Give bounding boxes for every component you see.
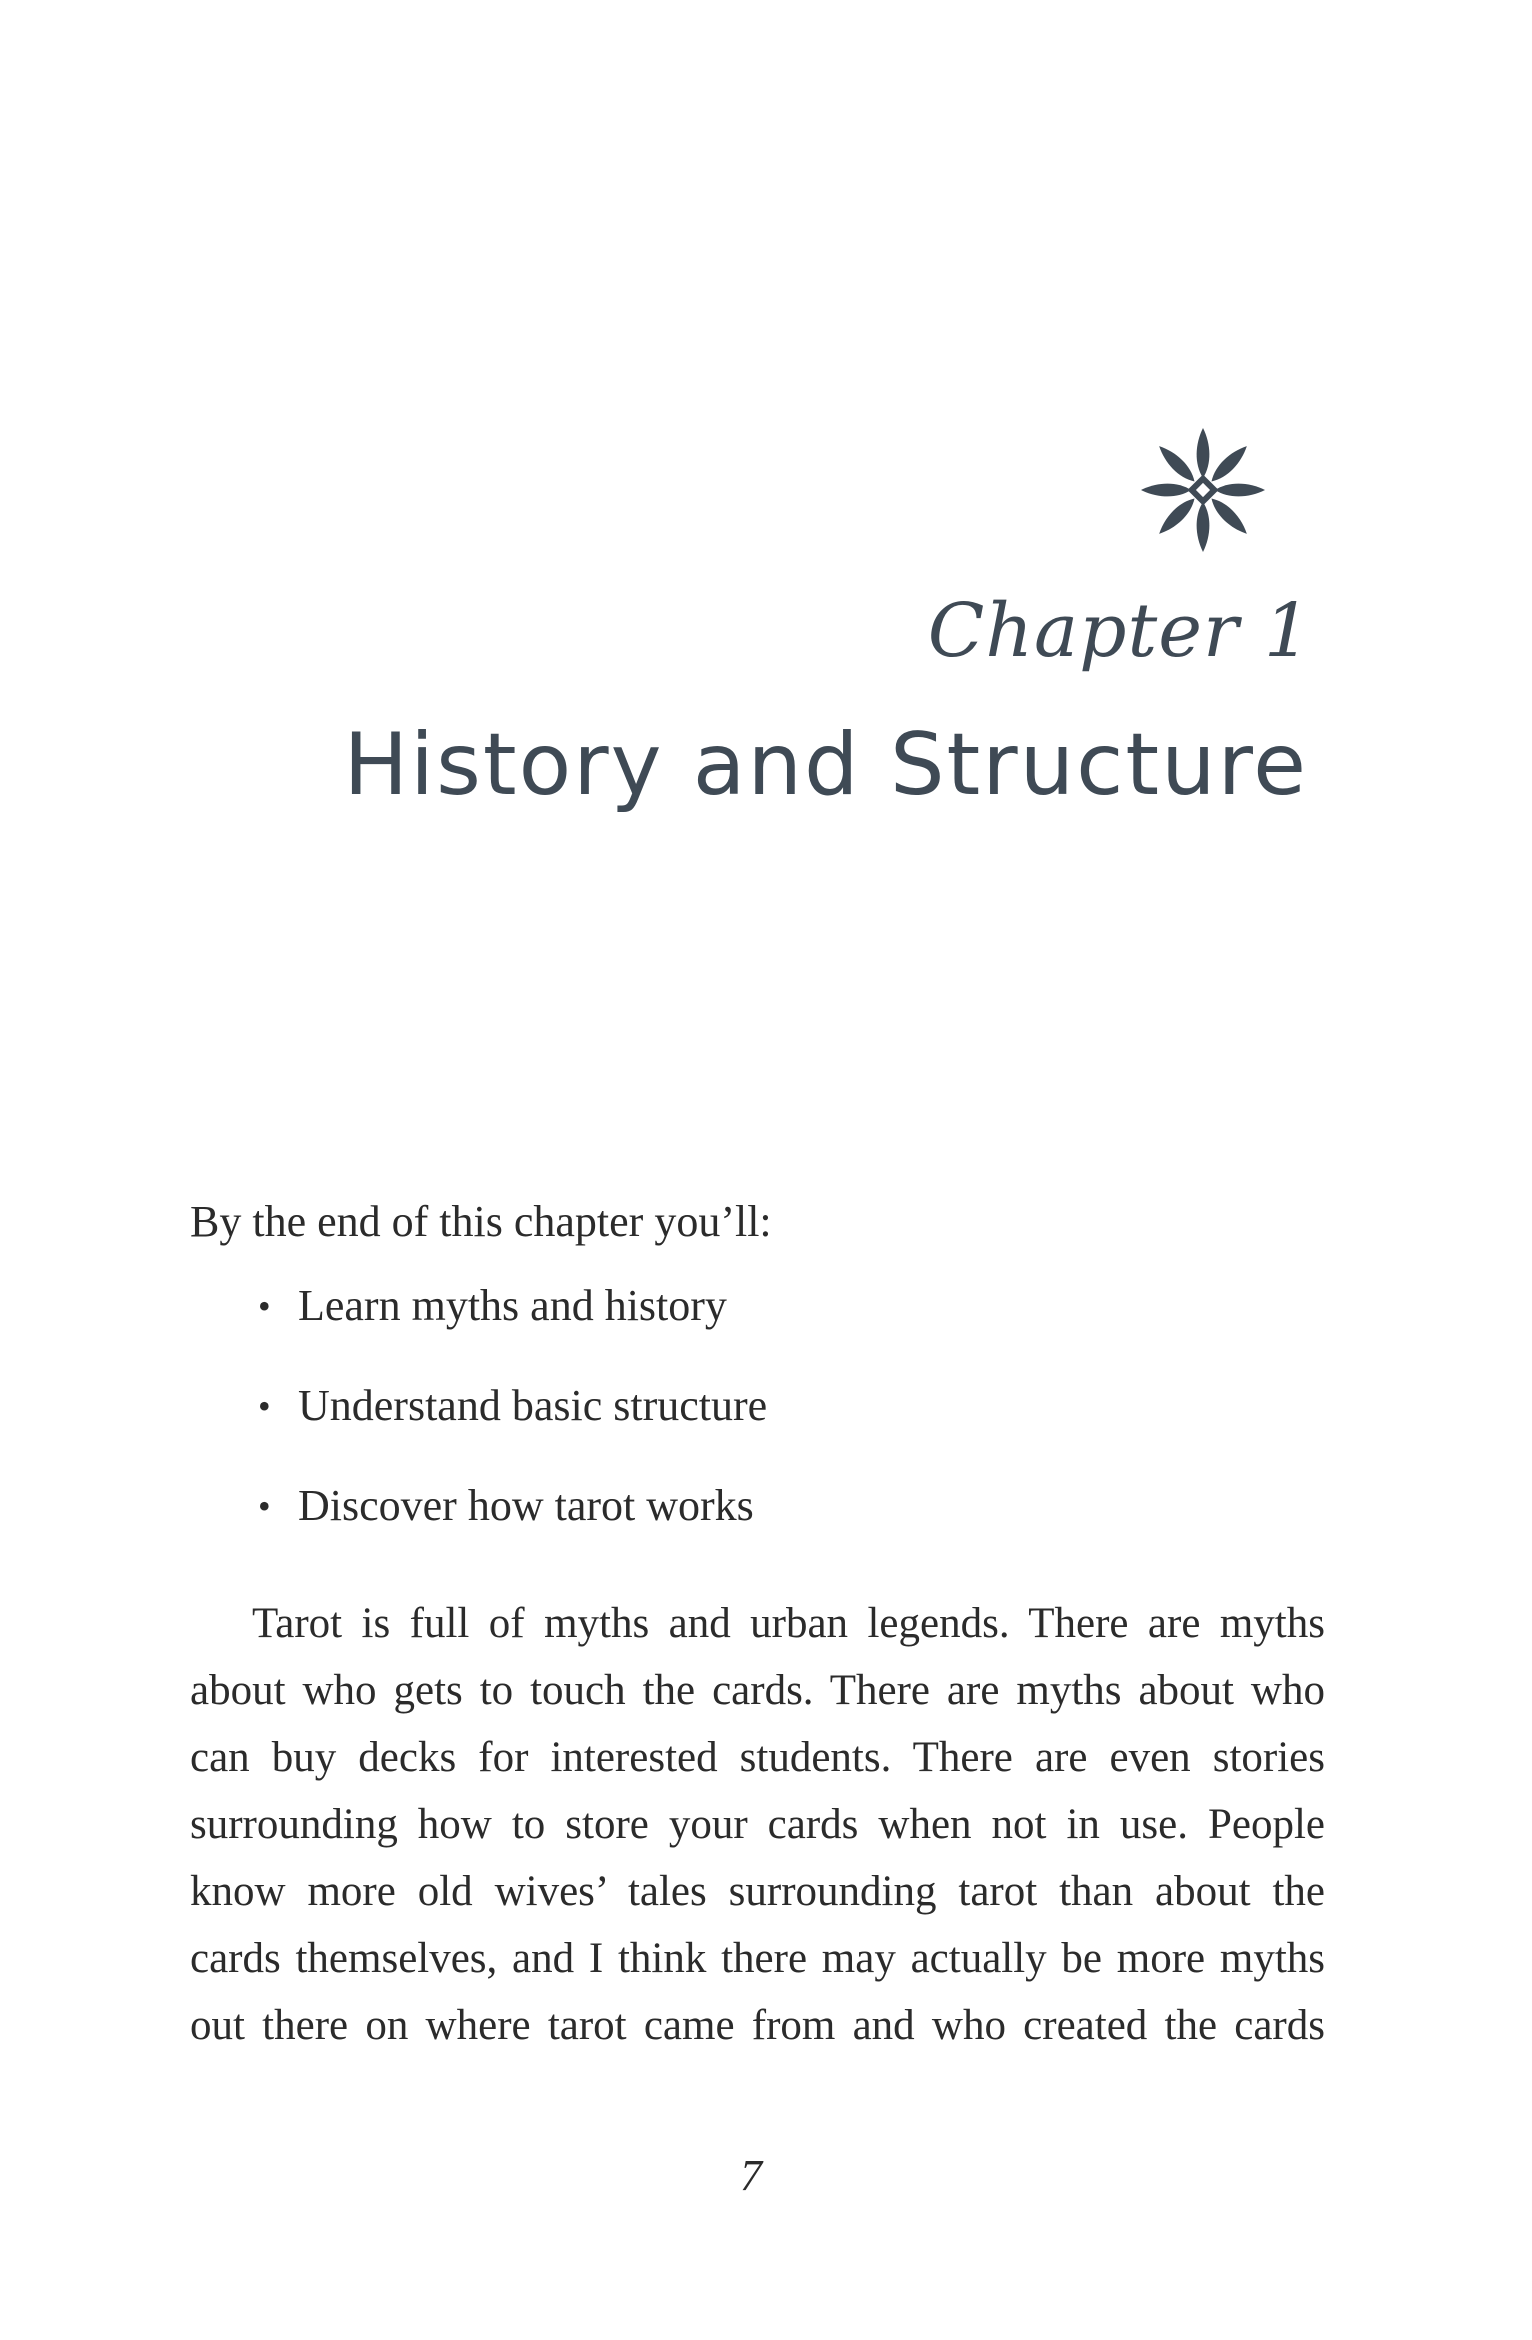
chapter-intro: By the end of this chapter you’ll: <box>190 1197 772 1246</box>
objective-text: Learn myths and history <box>298 1281 727 1330</box>
paragraph-line: surrounding how to store your cards when not in use. People <box>190 1801 1325 1848</box>
page-number: 7 <box>740 2151 762 2200</box>
paragraph-line: out there on where tarot came from and who created the cards <box>190 2002 1325 2049</box>
objectives-list <box>258 1276 767 1576</box>
objective-item <box>258 1376 767 1476</box>
body-paragraph <box>190 1590 1325 2059</box>
chapter-title: History and Structure <box>343 715 1308 815</box>
bullet-icon: • <box>258 1286 271 1326</box>
paragraph-line: about who gets to touch the cards. There are myths about who <box>190 1667 1325 1714</box>
objective-text: Discover how tarot works <box>298 1481 754 1530</box>
paragraph-line: know more old wives’ tales surrounding tarot than about the <box>190 1868 1325 1915</box>
chapter-label: Chapter 1 <box>927 588 1312 674</box>
objective-item <box>258 1476 767 1576</box>
objective-text: Understand basic structure <box>298 1381 768 1430</box>
bullet-icon: • <box>258 1486 271 1526</box>
paragraph-line: cards themselves, and I think there may actually be more myths <box>190 1935 1325 1982</box>
paragraph-line: Tarot is full of myths and urban legends. There are myths <box>252 1600 1325 1647</box>
bullet-icon: • <box>258 1386 271 1426</box>
paragraph-line: can buy decks for interested students. There are even stories <box>190 1734 1325 1781</box>
flower-ornament-icon <box>1138 425 1268 555</box>
objective-item <box>258 1276 767 1376</box>
